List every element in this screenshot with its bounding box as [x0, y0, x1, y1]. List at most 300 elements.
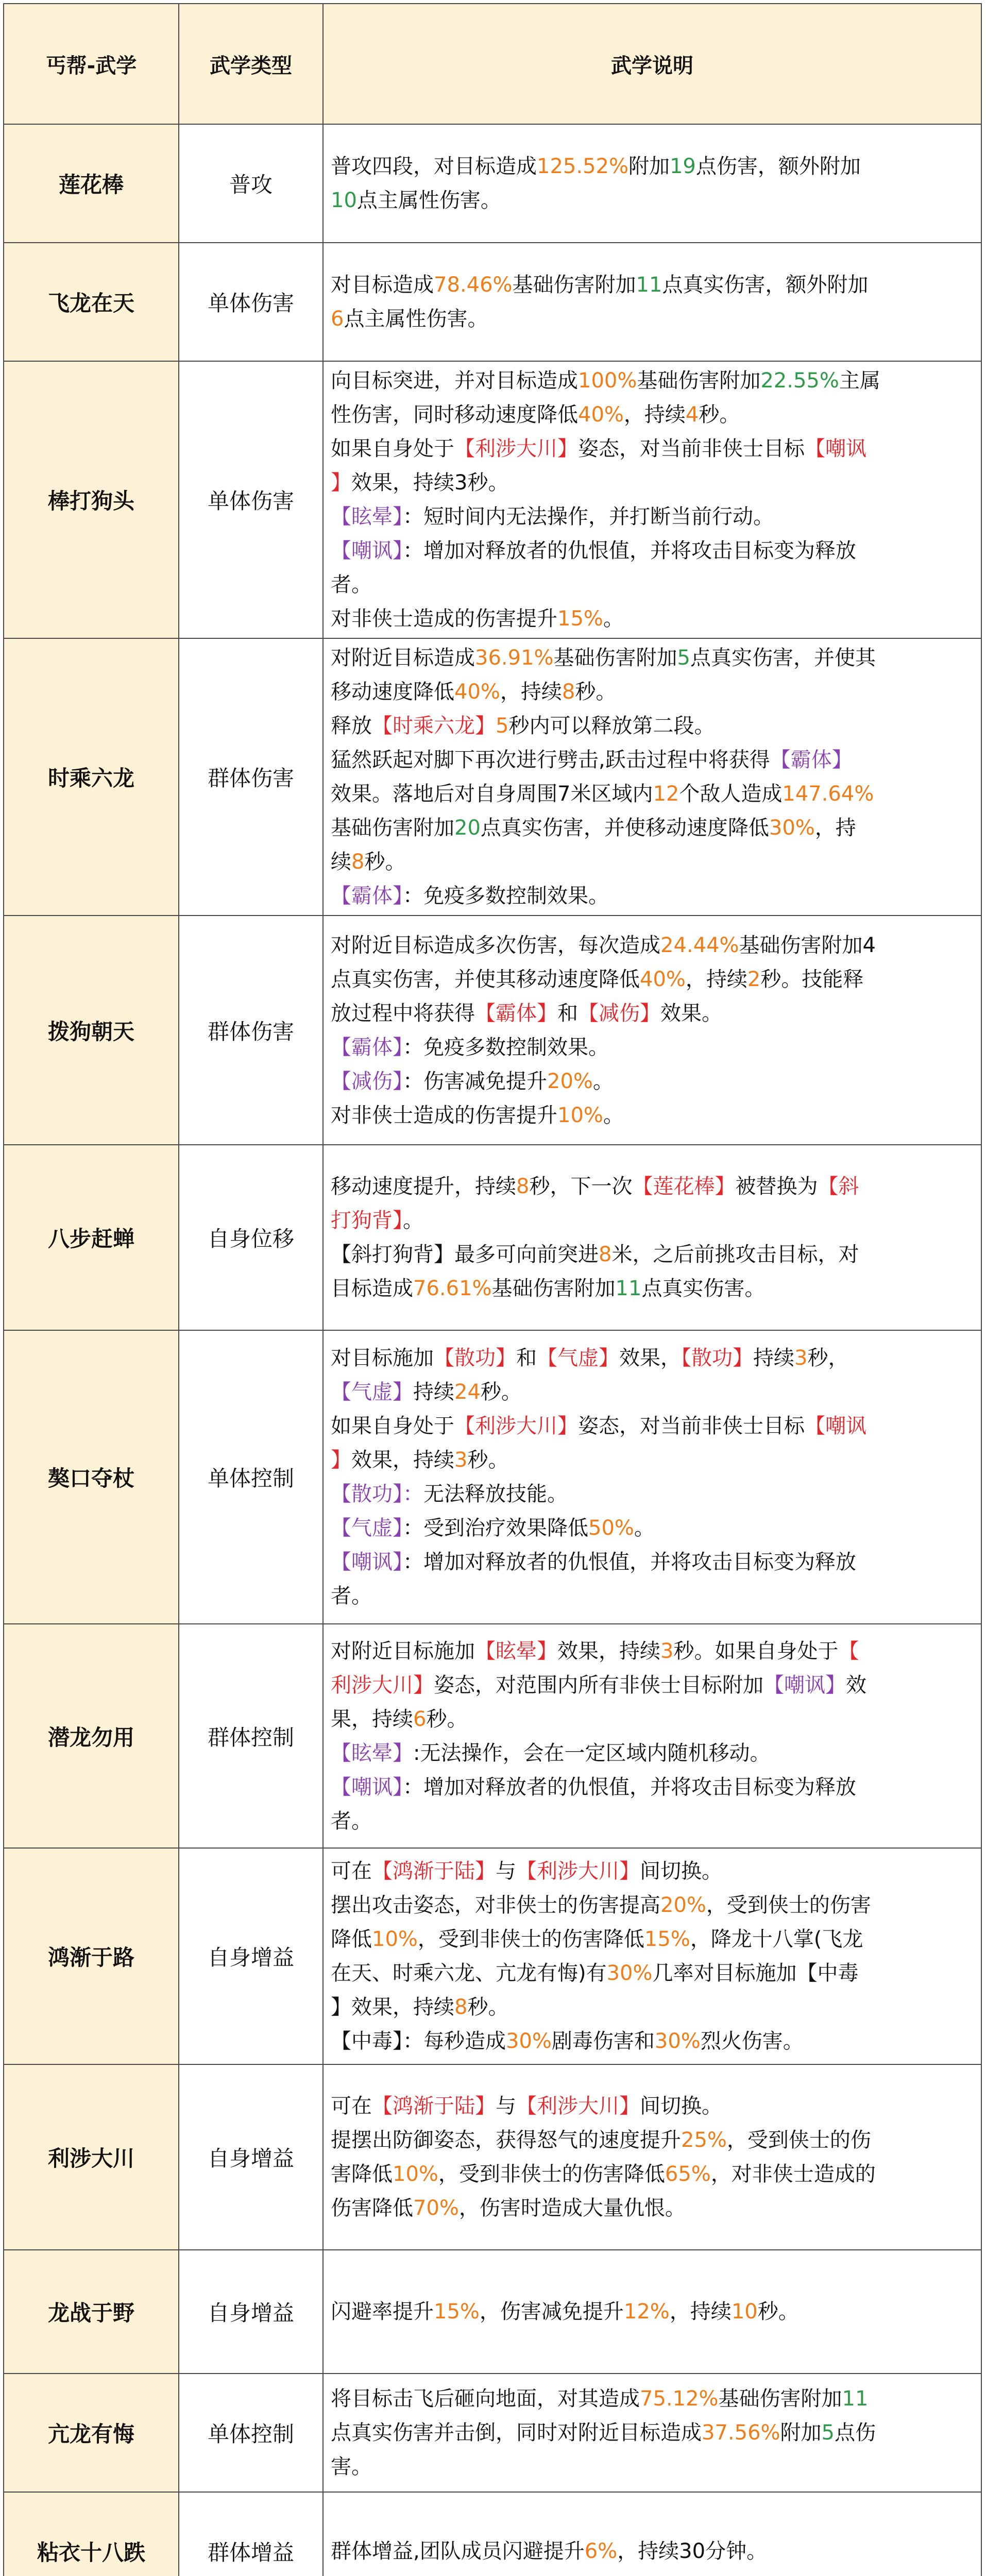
description-segment: 15%	[644, 1927, 690, 1951]
description-segment: 打狗背】	[331, 1209, 403, 1232]
description-segment: 附加	[628, 155, 670, 178]
description-segment: 烈火伤害。	[700, 2029, 804, 2053]
description-segment: 姿态，对当前非侠士目标	[578, 1414, 805, 1438]
description-segment: 10%	[372, 1927, 418, 1951]
skill-name: 莲花棒	[4, 124, 179, 243]
description-segment: 125.52%	[537, 155, 628, 178]
description-segment: 【气虚】	[331, 1516, 403, 1540]
description-segment: :无法操作，会在一定区域内随机移动。	[413, 1741, 771, 1765]
description-segment: 几率对目标施加【中毒	[652, 1961, 859, 1985]
description-segment: 12	[653, 782, 679, 806]
description-segment: 3	[454, 1448, 468, 1472]
skill-name: 鸿渐于路	[4, 1848, 179, 2064]
description-segment: 将目标击飞后砸向地面，对其造成	[331, 2387, 640, 2411]
description-segment: 【霸体】	[331, 884, 403, 908]
description-segment: 秒。	[480, 1380, 522, 1404]
skill-type: 群体增益	[179, 2492, 323, 2576]
description-line	[331, 1341, 975, 1375]
description-segment: 11	[842, 2387, 869, 2411]
description-segment: 【眩晕】	[331, 505, 403, 529]
skill-description	[323, 124, 981, 243]
description-segment: 点真实伤害，并使其	[690, 646, 876, 670]
description-segment: 24.44%	[660, 933, 739, 957]
description-segment: 秒。技能释	[760, 967, 864, 991]
description-line	[331, 2295, 975, 2329]
description-line	[331, 1375, 975, 1409]
description-segment: 秒，	[807, 1346, 849, 1370]
description-segment: 50%	[588, 1516, 634, 1540]
description-segment: 秒。	[467, 1995, 509, 2019]
description-segment: 65%	[665, 2162, 711, 2186]
skill-description	[323, 638, 981, 916]
table-row	[4, 1624, 981, 1848]
description-segment: 【中毒】：每秒造成	[331, 2029, 506, 2053]
description-segment: 30%	[654, 2029, 701, 2053]
description-line	[331, 2416, 975, 2450]
description-segment: 4	[685, 403, 699, 427]
description-line	[331, 2157, 975, 2191]
description-segment: ，受到侠士的伤	[726, 2128, 871, 2152]
description-segment: 5	[496, 714, 509, 738]
description-segment: ，持续30分钟。	[617, 2539, 768, 2563]
skill-description	[323, 361, 981, 638]
description-segment: 【时乘六龙】	[372, 714, 496, 738]
description-segment: 点真实伤害，并使移动速度降低	[480, 816, 769, 840]
description-segment: 秒。	[575, 680, 617, 704]
description-segment: 30%	[606, 1961, 653, 1985]
description-segment: ：增加对释放者的仇恨值，并将攻击目标变为释放	[403, 1550, 856, 1574]
description-segment: 基础伤害附加	[491, 1277, 616, 1300]
description-line	[331, 1668, 975, 1702]
table-header-row	[4, 4, 981, 124]
description-segment: 15%	[434, 2300, 480, 2324]
description-segment: 向目标突进，并对目标造成	[331, 369, 578, 393]
description-segment: 【嘲讽	[805, 1414, 866, 1438]
header-skill-description: 武学说明	[323, 4, 981, 124]
description-segment: 【	[838, 1639, 859, 1663]
table-row	[4, 2250, 981, 2374]
description-segment: 与	[496, 1859, 516, 1883]
description-segment: 无法释放技能。	[423, 1482, 568, 1506]
description-segment: ，受到侠士的伤害	[706, 1893, 871, 1917]
description-line	[331, 149, 975, 183]
description-segment: ，持续	[685, 967, 747, 991]
description-segment: 【莲花棒】	[632, 1175, 736, 1198]
table-row	[4, 916, 981, 1145]
skill-name: 飞龙在天	[4, 243, 179, 361]
skill-name: 拨狗朝天	[4, 916, 179, 1145]
description-segment: 40%	[640, 967, 686, 991]
description-segment: 【利涉大川】	[516, 1859, 640, 1883]
description-segment: 对非侠士造成的伤害提升	[331, 1103, 557, 1127]
description-segment: 40%	[454, 680, 500, 704]
description-segment: 目标造成	[331, 1277, 413, 1300]
description-line	[331, 1238, 975, 1272]
description-segment: 秒。	[699, 403, 740, 427]
description-segment: 【眩晕】	[475, 1639, 557, 1663]
table-row	[4, 1330, 981, 1624]
description-segment: 【利涉大川】	[454, 1414, 578, 1438]
description-line	[331, 1030, 975, 1064]
description-segment: 】	[331, 471, 351, 495]
description-segment: 如果自身处于	[331, 437, 454, 461]
description-segment: 10%	[557, 1103, 603, 1127]
skill-type: 自身增益	[179, 2250, 323, 2374]
description-line	[331, 534, 975, 568]
description-segment: 移动速度降低	[331, 680, 454, 704]
description-segment: 6	[413, 1707, 427, 1731]
description-line	[331, 1956, 975, 1990]
description-line	[331, 1888, 975, 1922]
description-segment: 效果，持续	[557, 1639, 660, 1663]
description-segment: 点伤害，额外附加	[695, 155, 861, 178]
description-segment: ，持续	[623, 403, 686, 427]
skill-description	[323, 1848, 981, 2064]
description-line	[331, 1477, 975, 1511]
skill-description	[323, 916, 981, 1145]
description-segment: 可在	[331, 2094, 372, 2118]
description-segment: 秒。	[364, 850, 406, 874]
description-segment: 30%	[769, 816, 815, 840]
description-segment: 续	[331, 850, 351, 874]
description-segment: 效果，持续	[351, 1448, 454, 1472]
description-line	[331, 1770, 975, 1804]
description-line	[331, 962, 975, 996]
description-segment: 者。	[331, 1809, 372, 1833]
description-segment: 持续	[753, 1346, 794, 1370]
description-segment: 摆出攻击姿态，对非侠士的伤害提高	[331, 1893, 660, 1917]
description-segment: 基础伤害附加	[553, 646, 677, 670]
description-segment: 秒内可以释放第二段。	[508, 714, 715, 738]
description-segment: 【霸体】	[475, 1001, 557, 1025]
header-school-skill: 丐帮-武学	[4, 4, 179, 124]
description-segment: 】	[331, 1448, 351, 1472]
description-line	[331, 302, 975, 336]
description-segment: 基础伤害附加	[331, 816, 454, 840]
description-segment: 76.61%	[413, 1277, 492, 1300]
description-line	[331, 1854, 975, 1888]
description-segment: 点主属性伤害。	[344, 307, 488, 331]
description-line	[331, 811, 975, 845]
description-segment: 猛然跃起对脚下再次进行劈击,跃击过程中将获得	[331, 748, 770, 772]
description-segment: 6%	[584, 2539, 618, 2563]
description-line	[331, 2450, 975, 2484]
skill-type: 自身增益	[179, 1848, 323, 2064]
description-segment: 点主属性伤害。	[356, 189, 501, 212]
description-segment: 8	[599, 1243, 612, 1266]
skill-name: 粘衣十八跌	[4, 2492, 179, 2576]
description-line	[331, 879, 975, 913]
description-segment: ，受到非侠士的伤害降低	[438, 2162, 665, 2186]
skill-name: 潜龙勿用	[4, 1624, 179, 1848]
description-line	[331, 2123, 975, 2157]
description-segment: 群体增益,团队成员闪避提升	[331, 2539, 585, 2563]
description-segment: 对附近目标施加	[331, 1639, 475, 1663]
skill-name: 棒打狗头	[4, 361, 179, 638]
description-segment: 40%	[578, 403, 624, 427]
description-segment: 效果。落地后对自身周围7米区域内	[331, 782, 653, 806]
description-segment: 米，之后前挑攻击目标，对	[611, 1243, 859, 1266]
description-segment: 【散功】	[434, 1346, 516, 1370]
description-segment: 8	[516, 1175, 530, 1198]
description-segment: 8	[562, 680, 575, 704]
description-segment: 【嘲讽】	[331, 1550, 403, 1574]
skill-type: 群体伤害	[179, 638, 323, 916]
skill-name: 利涉大川	[4, 2064, 179, 2250]
description-line	[331, 845, 975, 879]
description-line	[331, 928, 975, 962]
description-line	[331, 466, 975, 500]
skill-description	[323, 243, 981, 361]
skill-description	[323, 2064, 981, 2250]
description-segment: 持续	[413, 1380, 454, 1404]
description-segment: 果，持续	[331, 1707, 413, 1731]
description-segment: ，持续	[669, 2300, 732, 2324]
description-segment: ：短时间内无法操作，并打断当前行动。	[403, 505, 774, 529]
description-line	[331, 432, 975, 466]
skill-description	[323, 1330, 981, 1624]
description-segment: 【斜打狗背】最多可向前突进	[331, 1243, 599, 1266]
table-body	[4, 124, 981, 2576]
description-segment: 姿态，对当前非侠士目标	[578, 437, 805, 461]
description-segment: ，受到非侠士的伤害降低	[417, 1927, 644, 1951]
skill-name: 亢龙有悔	[4, 2374, 179, 2492]
description-segment: 害。	[331, 2455, 372, 2479]
description-segment: 提摆出防御姿态，获得怒气的速度提升	[331, 2128, 681, 2152]
description-segment: 11	[615, 1277, 642, 1300]
description-segment: 【气虚】	[537, 1346, 619, 1370]
description-segment: 伤害降低	[331, 2196, 413, 2220]
skill-name: 獒口夺杖	[4, 1330, 179, 1624]
description-line	[331, 777, 975, 811]
description-segment: 15%	[557, 607, 603, 631]
description-segment: 【霸体】	[331, 1035, 403, 1059]
description-segment: 秒。	[467, 1448, 509, 1472]
description-segment: 基础伤害附加	[637, 369, 761, 393]
description-segment: 【散功】：	[331, 1482, 423, 1506]
skill-type: 群体控制	[179, 1624, 323, 1848]
description-segment: 24	[454, 1380, 481, 1404]
description-line	[331, 1409, 975, 1443]
description-segment: 。	[603, 1103, 624, 1127]
table-row	[4, 638, 981, 916]
skill-description	[323, 2374, 981, 2492]
description-segment: ，持续	[500, 680, 562, 704]
description-segment: 22.55%	[760, 369, 839, 393]
description-line	[331, 709, 975, 743]
description-segment: 普攻四段，对目标造成	[331, 155, 537, 178]
description-line	[331, 500, 975, 534]
description-segment: 姿态，对范围内所有非侠士目标附加	[434, 1673, 763, 1697]
description-segment: 对附近目标造成	[331, 646, 475, 670]
description-segment: 5	[677, 646, 690, 670]
description-segment: 【嘲讽】	[331, 1775, 403, 1799]
description-segment: 闪避率提升	[331, 2300, 434, 2324]
description-segment: 主属	[839, 369, 880, 393]
description-segment: 在天、时乘六龙、亢龙有悔)有	[331, 1961, 607, 1985]
description-segment: 和	[516, 1346, 537, 1370]
description-segment: ：增加对释放者的仇恨值，并将攻击目标变为释放	[403, 539, 856, 563]
skill-type: 普攻	[179, 124, 323, 243]
description-segment: 点真实伤害并击倒，同时对附近目标造成	[331, 2421, 702, 2445]
table-row	[4, 1145, 981, 1330]
description-line	[331, 398, 975, 432]
description-segment: 释放	[331, 714, 372, 738]
description-segment: 性伤害，同时移动速度降低	[331, 403, 578, 427]
skill-description	[323, 2250, 981, 2374]
skill-type: 单体控制	[179, 2374, 323, 2492]
description-line	[331, 1545, 975, 1579]
description-segment: 30%	[506, 2029, 552, 2053]
description-segment: 间切换。	[640, 2094, 722, 2118]
description-segment: 秒，下一次	[529, 1175, 633, 1198]
description-segment: 移动速度提升，持续	[331, 1175, 516, 1198]
description-segment: 6	[331, 307, 344, 331]
description-segment: 【嘲讽	[805, 437, 866, 461]
description-segment: 效果。	[660, 1001, 722, 1025]
description-segment: 2	[747, 967, 761, 991]
description-line	[331, 364, 975, 398]
description-line	[331, 1098, 975, 1132]
description-line	[331, 183, 975, 217]
description-segment: 【利涉大川】	[454, 437, 578, 461]
skill-type: 单体伤害	[179, 243, 323, 361]
description-segment: 利涉大川】	[331, 1673, 434, 1697]
skill-description	[323, 1624, 981, 1848]
description-segment: 25%	[681, 2128, 727, 2152]
skill-name: 龙战于野	[4, 2250, 179, 2374]
description-segment: 】效果，持续	[331, 1995, 454, 2019]
description-line	[331, 2024, 975, 2058]
description-segment: 【霸体】	[770, 748, 853, 772]
description-segment: 147.64%	[782, 782, 874, 806]
description-segment: 点真实伤害，并使其移动速度降低	[331, 967, 640, 991]
description-segment: 放过程中将获得	[331, 1001, 475, 1025]
description-line	[331, 641, 975, 675]
description-line	[331, 1204, 975, 1238]
description-line	[331, 1990, 975, 2024]
description-segment: 和	[557, 1001, 578, 1025]
description-segment: 与	[496, 2094, 516, 2118]
skill-name: 八步赶蝉	[4, 1145, 179, 1330]
description-segment: 者。	[331, 573, 372, 597]
description-segment: ，伤害时造成大量仇恨。	[458, 2196, 686, 2220]
skill-type: 自身增益	[179, 2064, 323, 2250]
description-segment: 对非侠士造成的伤害提升	[331, 607, 557, 631]
description-segment: ，持	[814, 816, 856, 840]
description-segment: 12%	[623, 2300, 670, 2324]
description-segment: 。	[634, 1516, 655, 1540]
description-segment: 。	[403, 1209, 423, 1232]
description-segment: 【减伤】	[331, 1069, 403, 1093]
description-segment: 10	[731, 2300, 758, 2324]
description-segment: 70%	[413, 2196, 459, 2220]
description-segment: 8	[454, 1995, 468, 2019]
skill-type: 自身位移	[179, 1145, 323, 1330]
description-segment: 【气虚】	[331, 1380, 413, 1404]
description-segment: 20%	[547, 1069, 593, 1093]
description-line	[331, 1443, 975, 1477]
description-segment: 剧毒伤害和	[551, 2029, 655, 2053]
description-segment: 个敌人造成	[679, 782, 783, 806]
description-line	[331, 743, 975, 777]
skill-description	[323, 2492, 981, 2576]
skill-type: 单体控制	[179, 1330, 323, 1624]
description-segment: 对目标造成	[331, 273, 434, 297]
description-line	[331, 1922, 975, 1956]
description-segment: 。	[592, 1069, 614, 1093]
description-segment: 【斜	[818, 1175, 859, 1198]
table-row	[4, 243, 981, 361]
description-line	[331, 268, 975, 302]
description-line	[331, 1736, 975, 1770]
description-segment: 【鸿渐于陆】	[372, 2094, 496, 2118]
description-segment: ，对非侠士造成的	[710, 2162, 876, 2186]
description-segment: 10%	[393, 2162, 438, 2186]
description-segment: 秒。如果自身处于	[673, 1639, 839, 1663]
description-segment: ，伤害减免提升	[479, 2300, 624, 2324]
description-segment: 效	[846, 1673, 866, 1697]
description-segment: 对目标施加	[331, 1346, 434, 1370]
description-line	[331, 2191, 975, 2225]
description-segment: 。	[603, 607, 624, 631]
table-row	[4, 1848, 981, 2064]
description-segment: 10	[331, 189, 357, 212]
skill-type: 群体伤害	[179, 916, 323, 1145]
description-segment: 点伤	[834, 2421, 876, 2445]
description-segment: 【眩晕】	[331, 1741, 413, 1765]
description-segment: ：增加对释放者的仇恨值，并将攻击目标变为释放	[403, 1775, 856, 1799]
description-segment: 者。	[331, 1584, 372, 1608]
description-segment: 效果，	[619, 1346, 681, 1370]
description-segment: 附加	[780, 2421, 822, 2445]
description-segment: 【减伤】	[578, 1001, 660, 1025]
description-segment: 3	[794, 1346, 808, 1370]
description-segment: 37.56%	[702, 2421, 780, 2445]
description-segment: 秒。	[757, 2300, 799, 2324]
skill-name: 时乘六龙	[4, 638, 179, 916]
description-line	[331, 1634, 975, 1668]
description-segment: ：免疫多数控制效果。	[403, 1035, 609, 1059]
description-segment: 75.12%	[640, 2387, 719, 2411]
description-segment: 3	[660, 1639, 674, 1663]
table-row	[4, 2374, 981, 2492]
description-segment: ：免疫多数控制效果。	[403, 884, 609, 908]
skills-table	[3, 3, 982, 2576]
description-segment: 20	[454, 816, 481, 840]
description-segment: 【嘲讽】	[331, 539, 403, 563]
description-line	[331, 1272, 975, 1306]
description-line	[331, 1511, 975, 1545]
description-segment: 秒。	[426, 1707, 468, 1731]
description-segment: 【利涉大川】	[516, 2094, 640, 2118]
description-segment: 19	[669, 155, 696, 178]
description-segment: 被替换为	[735, 1175, 818, 1198]
header-skill-type: 武学类型	[179, 4, 323, 124]
skill-type: 单体伤害	[179, 361, 323, 638]
description-segment: 【散功】	[681, 1346, 753, 1370]
description-line	[331, 1702, 975, 1736]
description-segment: 11	[636, 273, 662, 297]
description-segment: 间切换。	[640, 1859, 722, 1883]
description-line	[331, 1170, 975, 1204]
description-segment: 点真实伤害，额外附加	[662, 273, 869, 297]
description-segment: 8	[351, 850, 365, 874]
description-segment: 基础伤害附加4	[739, 933, 876, 957]
description-segment: 基础伤害附加	[718, 2387, 842, 2411]
description-segment: 可在	[331, 1859, 372, 1883]
description-line	[331, 1064, 975, 1098]
